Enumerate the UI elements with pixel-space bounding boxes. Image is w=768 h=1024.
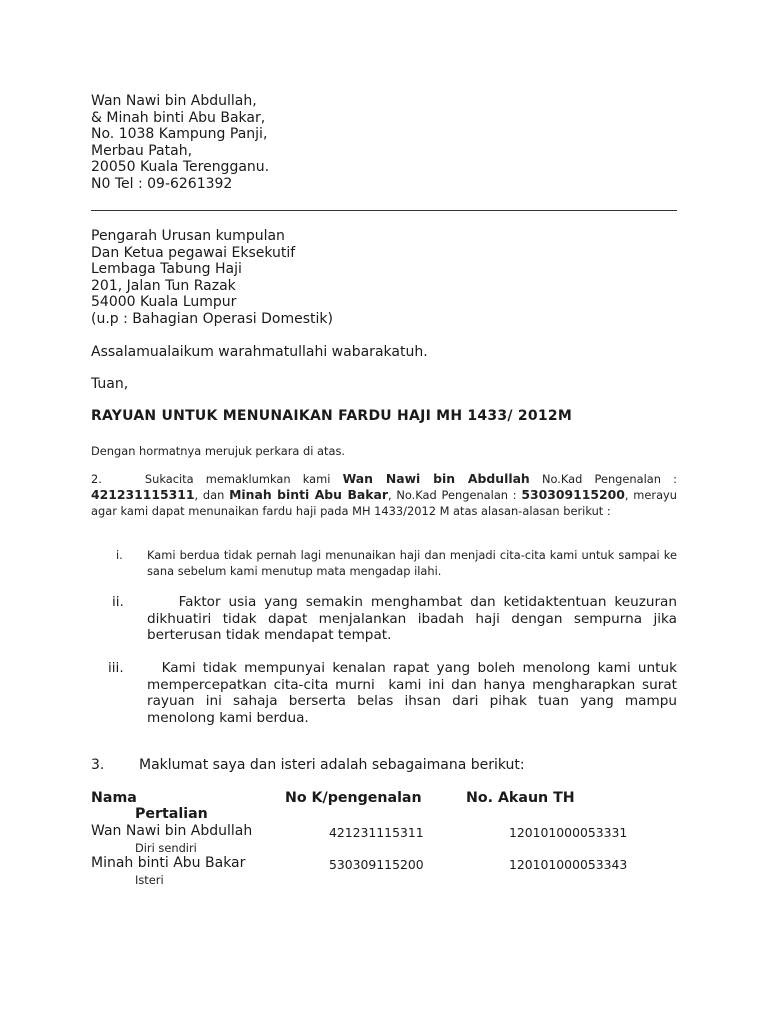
recipient-line: Dan Ketua pegawai Eksekutif	[91, 244, 296, 261]
sender-line: N0 Tel : 09-6261392	[91, 175, 233, 192]
recipient-line: Pengarah Urusan kumpulan	[91, 228, 285, 244]
paragraph-text: No.Kad Pengenalan :	[541, 472, 677, 486]
recipient-line: Lembaga Tabung Haji	[91, 261, 242, 278]
reason-marker: iii.	[108, 660, 124, 676]
paragraph-2	[91, 471, 677, 519]
greeting: Assalamualaikum warahmatullahi wabarakatuh.	[91, 344, 428, 360]
table-cell-relation: Diri sendiri	[135, 841, 197, 855]
recipient-address	[91, 228, 333, 328]
table-cell-ic: 530309115200	[329, 857, 424, 872]
reason-marker: i.	[116, 548, 123, 562]
paragraph-text: , No.Kad Pengenalan :	[387, 488, 517, 502]
paragraph-text: , dan	[194, 488, 225, 502]
sender-line: 20050 Kuala Terengganu.	[91, 159, 270, 176]
opening-sentence: Dengan hormatnya merujuk perkara di atas.	[91, 444, 346, 458]
table-cell-account: 120101000053331	[509, 825, 628, 840]
reason-text: Faktor usia yang semakin menghambat dan ketidaktentuan keuzuran dikhuatiri tidak dapat menjalankan ibadah haji dengan sempurna jika berterusan tidak mendapat tempat.	[147, 594, 682, 644]
name-husband: Wan Nawi bin Abdullah	[342, 471, 530, 486]
paragraph-3-text: Maklumat saya dan isteri adalah sebagaimana berikut:	[139, 757, 525, 773]
sender-line: No. 1038 Kampung Panji,	[91, 126, 268, 143]
sender-line: Wan Nawi bin Abdullah,	[91, 93, 257, 109]
ic-husband: 421231115311	[91, 487, 195, 502]
column-header-account: No. Akaun TH	[466, 790, 575, 806]
column-header-relation: Pertalian	[135, 806, 208, 822]
header-divider	[91, 210, 677, 211]
table-cell-name: Wan Nawi bin Abdullah	[91, 823, 253, 839]
sender-address	[91, 93, 269, 193]
paragraph-number: 2.	[91, 472, 102, 486]
table-cell-account: 120101000053343	[509, 857, 628, 872]
sender-line: Merbau Patah,	[91, 142, 193, 159]
name-wife: Minah binti Abu Bakar	[229, 487, 388, 502]
reason-text: Kami berdua tidak pernah lagi menunaikan haji dan menjadi cita-cita kami untuk sampai ke sana sebelum kami menutup mata mengadap ilahi.	[147, 548, 677, 578]
recipient-line: 54000 Kuala Lumpur	[91, 294, 237, 311]
column-header-name: Nama	[91, 790, 137, 806]
paragraph-number: 3.	[91, 757, 105, 773]
recipient-line: 201, Jalan Tun Razak	[91, 277, 236, 294]
paragraph-text: , merayu agar kami dapat menunaikan fardu haji pada MH 1433/2012 M atas alasan-alasan berikut :	[91, 488, 678, 518]
paragraph-text: Sukacita memaklumkan kami	[144, 472, 331, 486]
table-cell-relation: Isteri	[135, 873, 164, 887]
column-header-ic: No K/pengenalan	[285, 790, 422, 806]
table-cell-ic: 421231115311	[329, 825, 424, 840]
recipient-line: (u.p : Bahagian Operasi Domestik)	[91, 310, 333, 327]
ic-wife: 530309115200	[521, 487, 625, 502]
salutation: Tuan,	[91, 376, 129, 392]
reason-marker: ii.	[112, 594, 124, 610]
table-cell-name: Minah binti Abu Bakar	[91, 855, 246, 871]
reason-text: Kami tidak mempunyai kenalan rapat yang boleh menolong kami untuk mempercepatkan cita-cita murni kami ini dan hanya mengharapkan surat rayuan ini sahaja berserta belas ihsan dari pihak tuan yang mampu menolong kami berdua.	[147, 660, 682, 726]
subject-line: RAYUAN UNTUK MENUNAIKAN FARDU HAJI MH 1433/ 2012M	[91, 408, 573, 424]
sender-line: & Minah binti Abu Bakar,	[91, 109, 266, 126]
